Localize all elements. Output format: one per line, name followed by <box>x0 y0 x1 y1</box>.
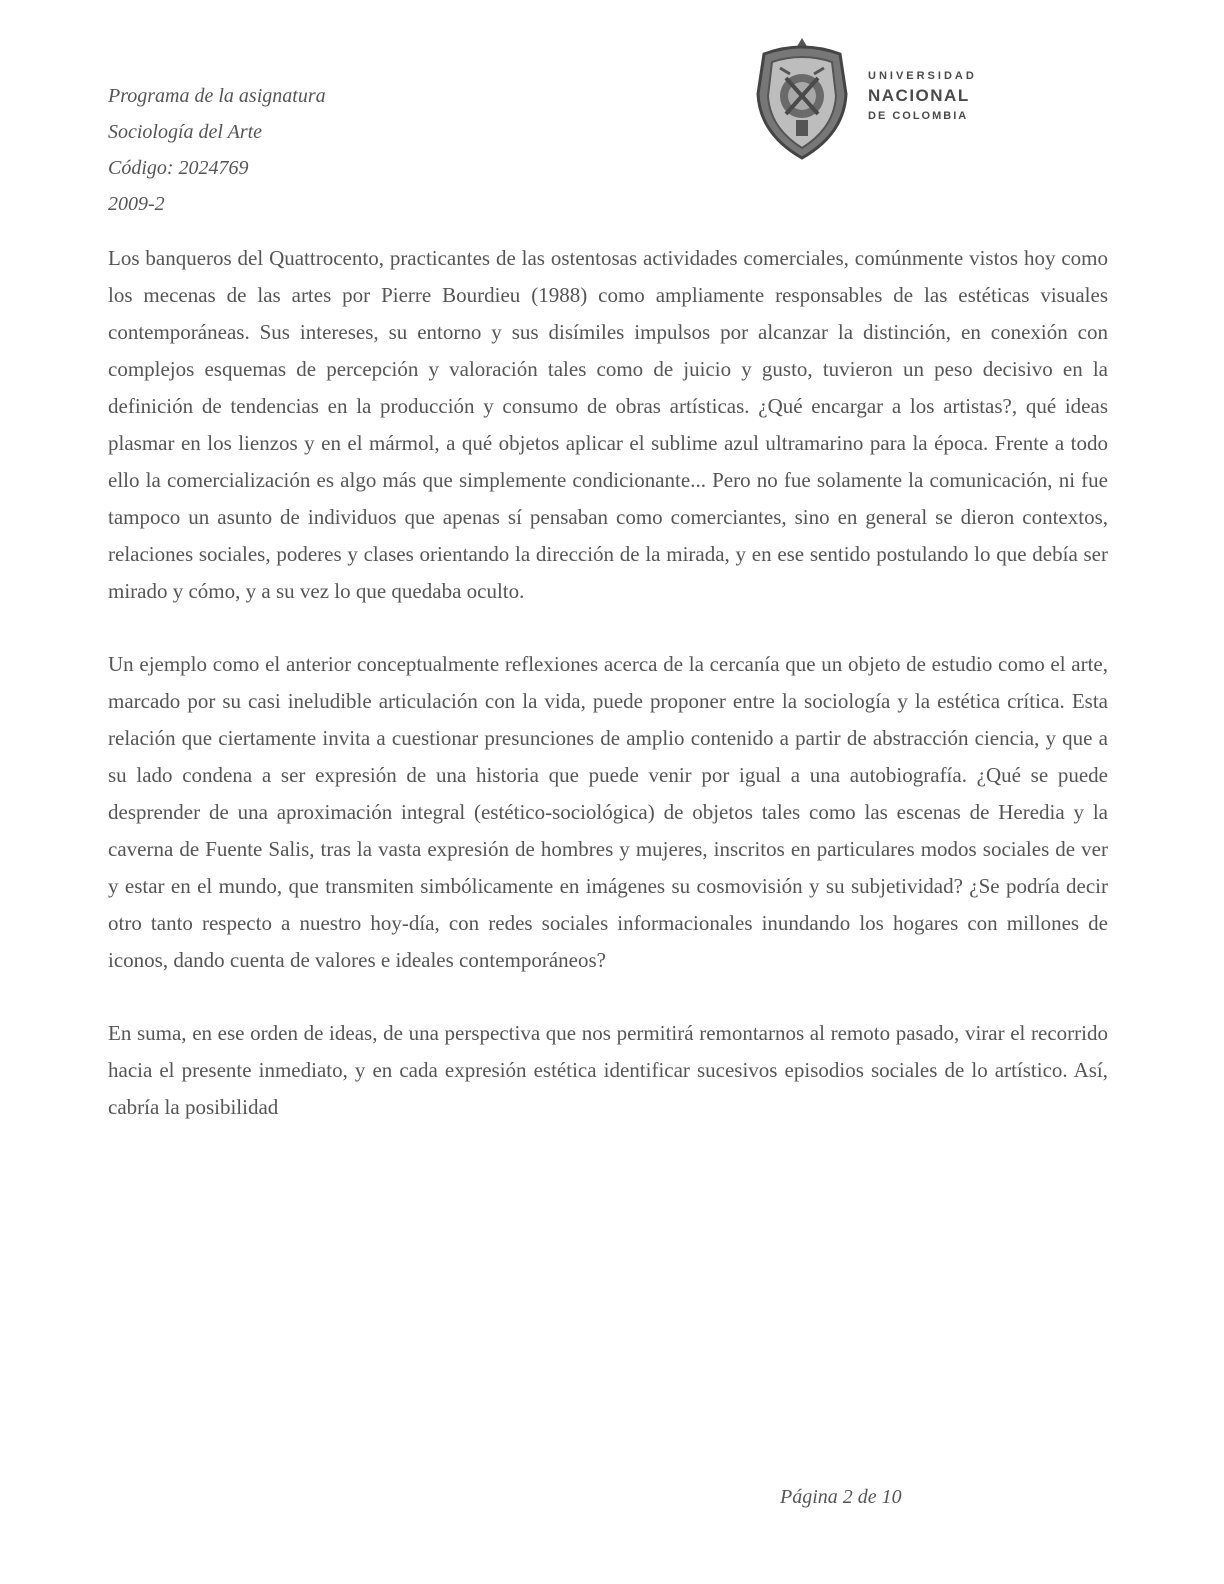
course-header-line-code: Código: 2024769 <box>108 157 249 179</box>
university-seal-icon <box>750 34 854 162</box>
wordmark-line-2: NACIONAL <box>868 86 970 105</box>
wordmark-line-3: DE COLOMBIA <box>868 110 969 122</box>
university-logo <box>750 34 1070 164</box>
body-paragraph: Los banqueros del Quattrocento, practicantes de las ostentosas actividades comerciales, comúnmente vistos hoy como los mecenas de las artes por Pierre Bourdieu (1988) como ampliamente responsables de las estéticas visuales contemporáneas. Sus intereses, su entorno y sus disímiles impulsos por alcanzar la distinción, en conexión con complejos esquemas de percepción y valoración tales como de juicio y gusto, tuvieron un peso decisivo en la definición de tendencias en la producción y consumo de obras artísticas. ¿Qué encargar a los artistas?, qué ideas plasmar en los lienzos y en el mármol, a qué objetos aplicar el sublime azul ultramarino para la época. Frente a todo ello la comercialización es algo más que simplemente condicionante... Pero no fue solamente la comunicación, ni fue tampoco un asunto de individuos que apenas sí pensaban como comerciantes, sino en general se dieron contextos, relaciones sociales, poderes y clases orientando la dirección de la mirada, y en ese sentido postulando lo que debía ser mirado y cómo, y a su vez lo que quedaba oculto. <box>108 246 1108 603</box>
page-number: Página 2 de 10 <box>780 1486 902 1508</box>
body-paragraph: Un ejemplo como el anterior conceptualmente reflexiones acerca de la cercanía que un objeto de estudio como el arte, marcado por su casi ineludible articulación con la vida, puede proponer entre la sociología y la estética crítica. Esta relación que ciertamente invita a cuestionar presunciones de amplio contenido a partir de abstracción ciencia, y que a su lado condena a ser expresión de una historia que puede venir por igual a una autobiografía. ¿Qué se puede desprender de una aproximación integral (estético-sociológica) de objetos tales como las escenas de Heredia y la caverna de Fuente Salis, tras la vasta expresión de hombres y mujeres, inscritos en particulares modos sociales de ver y estar en el mundo, que transmiten simbólicamente en imágenes su cosmovisión y su subjetividad? ¿Se podría decir otro tanto respecto a nuestro hoy-día, con redes sociales informacionales inundando los hogares con millones de iconos, dando cuenta de valores e ideales contemporáneos? <box>108 652 1108 972</box>
body-paragraph: En suma, en ese orden de ideas, de una perspectiva que nos permitirá remontarnos al remoto pasado, virar el recorrido hacia el presente inmediato, y en cada expresión estética identificar sucesivos episodios sociales de lo artístico. Así, cabría la posibilidad <box>108 1021 1108 1119</box>
course-header-line-program: Programa de la asignatura <box>108 85 326 107</box>
document-body <box>108 240 1108 1162</box>
course-header-line-term: 2009-2 <box>108 193 165 215</box>
wordmark-line-1: UNIVERSIDAD <box>868 70 977 82</box>
course-header <box>108 78 326 222</box>
course-header-line-subject: Sociología del Arte <box>108 121 263 143</box>
university-wordmark <box>868 70 977 122</box>
